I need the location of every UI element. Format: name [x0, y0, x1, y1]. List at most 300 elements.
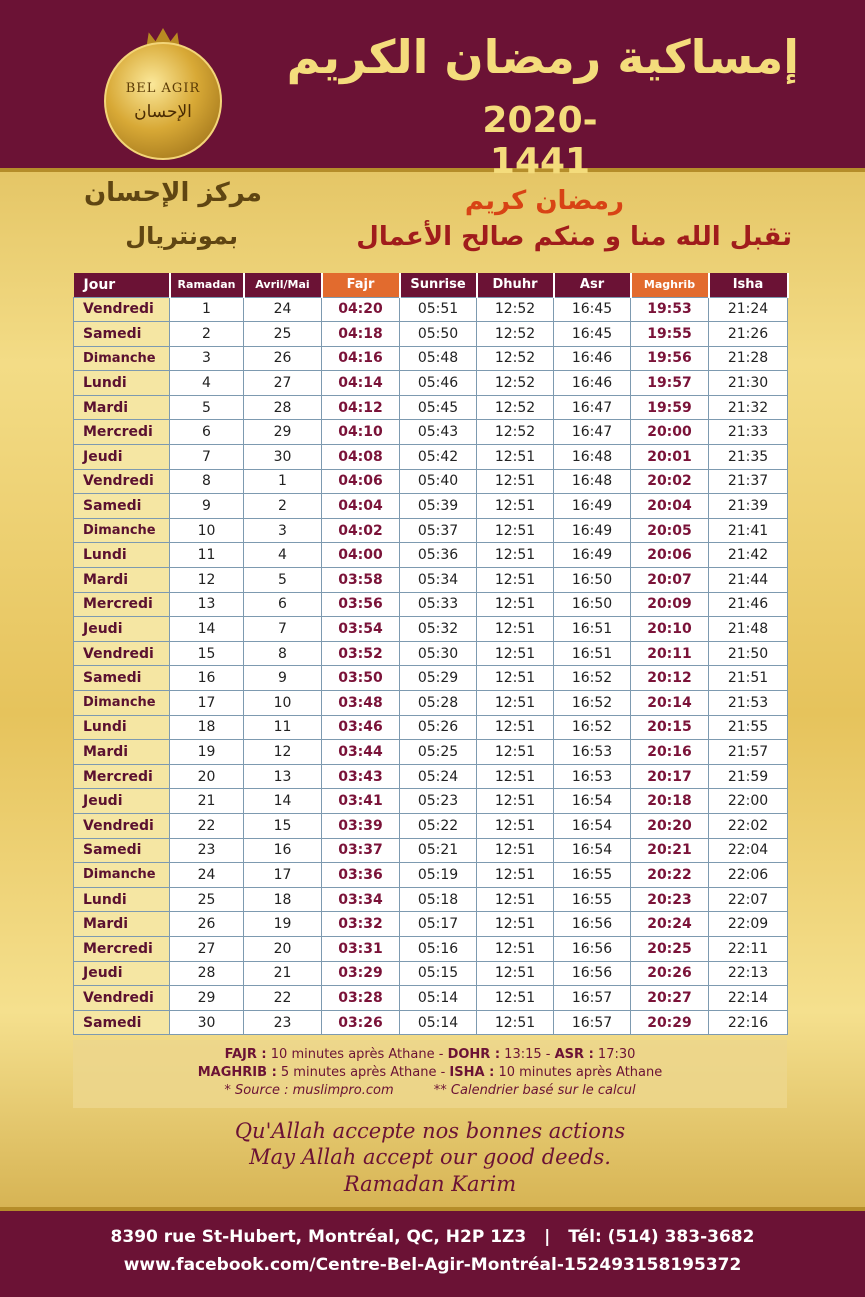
cell-gregorian: 24 — [244, 297, 322, 322]
cell-asr: 16:45 — [554, 322, 631, 347]
table-row — [74, 469, 788, 494]
table-row — [74, 740, 788, 765]
cell-maghrib: 20:10 — [631, 617, 709, 642]
note-dohr-label: DOHR : — [447, 1047, 501, 1062]
cell-dhuhr: 12:51 — [477, 813, 554, 838]
cell-fajr: 03:31 — [322, 936, 400, 961]
table-row — [74, 445, 788, 470]
cell-gregorian: 11 — [244, 715, 322, 740]
cell-gregorian: 28 — [244, 395, 322, 420]
cell-jour: Vendredi — [74, 986, 170, 1011]
cell-asr: 16:49 — [554, 494, 631, 519]
cell-asr: 16:50 — [554, 592, 631, 617]
cell-dhuhr: 12:51 — [477, 986, 554, 1011]
cell-asr: 16:54 — [554, 813, 631, 838]
cell-ramadan: 8 — [170, 469, 244, 494]
col-header-maghrib: Maghrib — [631, 273, 709, 297]
cell-jour: Jeudi — [74, 961, 170, 986]
cell-ramadan: 18 — [170, 715, 244, 740]
center-name: مركز الإحسان — [83, 178, 262, 208]
cell-maghrib: 20:18 — [631, 789, 709, 814]
cell-maghrib: 20:12 — [631, 666, 709, 691]
cell-gregorian: 29 — [244, 420, 322, 445]
footer-contact-line — [0, 1223, 865, 1251]
cell-gregorian: 20 — [244, 936, 322, 961]
cell-isha: 21:50 — [709, 641, 788, 666]
cell-ramadan: 1 — [170, 297, 244, 322]
table-row — [74, 887, 788, 912]
cell-dhuhr: 12:51 — [477, 961, 554, 986]
cell-gregorian: 25 — [244, 322, 322, 347]
cell-isha: 21:48 — [709, 617, 788, 642]
cell-maghrib: 20:15 — [631, 715, 709, 740]
table-row — [74, 863, 788, 888]
cell-jour: Lundi — [74, 543, 170, 568]
note-calc: ** Calendrier basé sur le calcul — [433, 1083, 636, 1098]
cell-jour: Jeudi — [74, 617, 170, 642]
cell-fajr: 04:04 — [322, 494, 400, 519]
cell-sunrise: 05:48 — [400, 346, 477, 371]
cell-gregorian: 30 — [244, 445, 322, 470]
table-row — [74, 641, 788, 666]
table-row — [74, 592, 788, 617]
cell-dhuhr: 12:52 — [477, 371, 554, 396]
cell-gregorian: 27 — [244, 371, 322, 396]
table-row — [74, 371, 788, 396]
cell-fajr: 03:36 — [322, 863, 400, 888]
cell-gregorian: 4 — [244, 543, 322, 568]
center-logo — [104, 42, 222, 160]
col-header-avril-mai: Avril/Mai — [244, 273, 322, 297]
cell-isha: 22:00 — [709, 789, 788, 814]
cell-asr: 16:50 — [554, 568, 631, 593]
cell-dhuhr: 12:52 — [477, 346, 554, 371]
cell-fajr: 03:41 — [322, 789, 400, 814]
cell-isha: 21:39 — [709, 494, 788, 519]
cell-jour: Mardi — [74, 568, 170, 593]
cell-maghrib: 20:05 — [631, 518, 709, 543]
cell-dhuhr: 12:51 — [477, 617, 554, 642]
cell-maghrib: 20:24 — [631, 912, 709, 937]
cell-dhuhr: 12:51 — [477, 838, 554, 863]
cell-sunrise: 05:21 — [400, 838, 477, 863]
cell-jour: Samedi — [74, 494, 170, 519]
cell-fajr: 03:34 — [322, 887, 400, 912]
cell-dhuhr: 12:51 — [477, 445, 554, 470]
cell-isha: 21:35 — [709, 445, 788, 470]
cell-dhuhr: 12:51 — [477, 666, 554, 691]
cell-gregorian: 18 — [244, 887, 322, 912]
notes-line-2 — [73, 1064, 787, 1082]
footer-separator: | — [544, 1227, 551, 1247]
year-label: 2020-1441 — [482, 100, 598, 182]
cell-isha: 21:41 — [709, 518, 788, 543]
cell-fajr: 03:56 — [322, 592, 400, 617]
col-header-ramadan: Ramadan — [170, 273, 244, 297]
cell-maghrib: 20:02 — [631, 469, 709, 494]
cell-asr: 16:54 — [554, 789, 631, 814]
cell-fajr: 04:20 — [322, 297, 400, 322]
note-isha-text: 10 minutes après Athane — [498, 1065, 663, 1080]
cell-jour: Dimanche — [74, 346, 170, 371]
header-banner — [0, 0, 865, 182]
col-header-jour: Jour — [74, 273, 170, 297]
cell-fajr: 04:16 — [322, 346, 400, 371]
table-row — [74, 322, 788, 347]
cell-sunrise: 05:46 — [400, 371, 477, 396]
table-row — [74, 1010, 788, 1035]
cell-dhuhr: 12:51 — [477, 764, 554, 789]
cell-dhuhr: 12:52 — [477, 395, 554, 420]
cell-asr: 16:48 — [554, 469, 631, 494]
cell-ramadan: 26 — [170, 912, 244, 937]
cell-ramadan: 6 — [170, 420, 244, 445]
cell-jour: Lundi — [74, 887, 170, 912]
logo-text-top: BEL AGIR — [125, 80, 201, 96]
cell-isha: 21:59 — [709, 764, 788, 789]
cell-sunrise: 05:18 — [400, 887, 477, 912]
cell-sunrise: 05:32 — [400, 617, 477, 642]
cell-dhuhr: 12:51 — [477, 936, 554, 961]
cell-dhuhr: 12:51 — [477, 887, 554, 912]
cell-ramadan: 28 — [170, 961, 244, 986]
cell-asr: 16:51 — [554, 617, 631, 642]
table-row — [74, 912, 788, 937]
table-row — [74, 838, 788, 863]
notes-line-1 — [73, 1046, 787, 1064]
cell-ramadan: 29 — [170, 986, 244, 1011]
cell-gregorian: 23 — [244, 1010, 322, 1035]
cell-isha: 21:51 — [709, 666, 788, 691]
cell-isha: 21:44 — [709, 568, 788, 593]
cell-asr: 16:56 — [554, 961, 631, 986]
cell-asr: 16:51 — [554, 641, 631, 666]
cell-isha: 22:06 — [709, 863, 788, 888]
cell-sunrise: 05:14 — [400, 986, 477, 1011]
cell-asr: 16:55 — [554, 887, 631, 912]
cell-maghrib: 20:11 — [631, 641, 709, 666]
cell-gregorian: 5 — [244, 568, 322, 593]
table-row — [74, 518, 788, 543]
cell-fajr: 03:52 — [322, 641, 400, 666]
cell-ramadan: 23 — [170, 838, 244, 863]
cell-asr: 16:56 — [554, 936, 631, 961]
cell-isha: 21:55 — [709, 715, 788, 740]
cell-isha: 22:13 — [709, 961, 788, 986]
cell-dhuhr: 12:51 — [477, 1010, 554, 1035]
cell-ramadan: 12 — [170, 568, 244, 593]
cell-gregorian: 6 — [244, 592, 322, 617]
table-row — [74, 494, 788, 519]
cell-fajr: 04:08 — [322, 445, 400, 470]
cell-sunrise: 05:30 — [400, 641, 477, 666]
cell-jour: Dimanche — [74, 863, 170, 888]
cell-dhuhr: 12:51 — [477, 592, 554, 617]
cell-gregorian: 3 — [244, 518, 322, 543]
cell-gregorian: 13 — [244, 764, 322, 789]
cell-fajr: 03:28 — [322, 986, 400, 1011]
cell-asr: 16:52 — [554, 691, 631, 716]
cell-ramadan: 9 — [170, 494, 244, 519]
cell-sunrise: 05:28 — [400, 691, 477, 716]
cell-isha: 21:30 — [709, 371, 788, 396]
footer-phone: Tél: (514) 383-3682 — [568, 1227, 755, 1247]
cell-sunrise: 05:33 — [400, 592, 477, 617]
cell-maghrib: 20:16 — [631, 740, 709, 765]
cell-asr: 16:49 — [554, 518, 631, 543]
wish-line-ramadan: Ramadan Karim — [343, 1172, 517, 1196]
cell-asr: 16:55 — [554, 863, 631, 888]
cell-maghrib: 20:27 — [631, 986, 709, 1011]
cell-sunrise: 05:16 — [400, 936, 477, 961]
note-asr-label: ASR : — [554, 1047, 594, 1062]
note-dohr-text: 13:15 - — [504, 1047, 551, 1062]
cell-fajr: 04:06 — [322, 469, 400, 494]
prayer-times-table — [73, 273, 787, 1035]
table-row — [74, 395, 788, 420]
cell-maghrib: 19:55 — [631, 322, 709, 347]
cell-jour: Mercredi — [74, 592, 170, 617]
cell-maghrib: 19:53 — [631, 297, 709, 322]
note-maghrib-label: MAGHRIB : — [197, 1065, 277, 1080]
cell-jour: Jeudi — [74, 789, 170, 814]
cell-ramadan: 25 — [170, 887, 244, 912]
cell-maghrib: 20:20 — [631, 813, 709, 838]
cell-maghrib: 19:57 — [631, 371, 709, 396]
cell-ramadan: 5 — [170, 395, 244, 420]
cell-maghrib: 20:09 — [631, 592, 709, 617]
cell-dhuhr: 12:52 — [477, 297, 554, 322]
col-header-isha: Isha — [709, 273, 788, 297]
cell-dhuhr: 12:51 — [477, 518, 554, 543]
cell-dhuhr: 12:51 — [477, 494, 554, 519]
cell-gregorian: 8 — [244, 641, 322, 666]
cell-sunrise: 05:24 — [400, 764, 477, 789]
cell-jour: Mardi — [74, 395, 170, 420]
cell-isha: 22:11 — [709, 936, 788, 961]
cell-jour: Dimanche — [74, 518, 170, 543]
cell-gregorian: 2 — [244, 494, 322, 519]
col-header-fajr: Fajr — [322, 273, 400, 297]
cell-sunrise: 05:40 — [400, 469, 477, 494]
cell-maghrib: 20:17 — [631, 764, 709, 789]
cell-dhuhr: 12:51 — [477, 789, 554, 814]
cell-sunrise: 05:19 — [400, 863, 477, 888]
cell-maghrib: 19:56 — [631, 346, 709, 371]
cell-ramadan: 30 — [170, 1010, 244, 1035]
cell-jour: Mercredi — [74, 764, 170, 789]
notes-box — [73, 1040, 787, 1108]
cell-fajr: 03:54 — [322, 617, 400, 642]
cell-dhuhr: 12:51 — [477, 740, 554, 765]
cell-gregorian: 21 — [244, 961, 322, 986]
cell-ramadan: 11 — [170, 543, 244, 568]
note-fajr-label: FAJR : — [224, 1047, 267, 1062]
cell-ramadan: 17 — [170, 691, 244, 716]
cell-isha: 21:42 — [709, 543, 788, 568]
table-row — [74, 568, 788, 593]
cell-dhuhr: 12:52 — [477, 322, 554, 347]
cell-isha: 22:09 — [709, 912, 788, 937]
cell-asr: 16:47 — [554, 395, 631, 420]
cell-sunrise: 05:50 — [400, 322, 477, 347]
cell-fajr: 04:18 — [322, 322, 400, 347]
page-title: إمساكية رمضان الكريم — [286, 30, 799, 84]
cell-isha: 22:16 — [709, 1010, 788, 1035]
cell-fajr: 04:00 — [322, 543, 400, 568]
col-header-asr: Asr — [554, 273, 631, 297]
cell-sunrise: 05:14 — [400, 1010, 477, 1035]
cell-sunrise: 05:39 — [400, 494, 477, 519]
cell-fajr: 04:10 — [322, 420, 400, 445]
cell-isha: 21:53 — [709, 691, 788, 716]
cell-sunrise: 05:23 — [400, 789, 477, 814]
note-fajr-text: 10 minutes après Athane - — [270, 1047, 444, 1062]
cell-sunrise: 05:37 — [400, 518, 477, 543]
cell-dhuhr: 12:51 — [477, 863, 554, 888]
table-row — [74, 986, 788, 1011]
cell-maghrib: 20:22 — [631, 863, 709, 888]
cell-ramadan: 2 — [170, 322, 244, 347]
cell-dhuhr: 12:51 — [477, 568, 554, 593]
cell-isha: 21:24 — [709, 297, 788, 322]
cell-fajr: 03:44 — [322, 740, 400, 765]
table-row — [74, 420, 788, 445]
cell-ramadan: 13 — [170, 592, 244, 617]
table-row — [74, 961, 788, 986]
col-header-dhuhr: Dhuhr — [477, 273, 554, 297]
cell-gregorian: 17 — [244, 863, 322, 888]
cell-isha: 21:28 — [709, 346, 788, 371]
table-row — [74, 691, 788, 716]
cell-jour: Samedi — [74, 1010, 170, 1035]
cell-isha: 21:33 — [709, 420, 788, 445]
cell-gregorian: 15 — [244, 813, 322, 838]
table-row — [74, 715, 788, 740]
wish-line-fr: Qu'Allah accepte nos bonnes actions — [234, 1119, 626, 1143]
cell-ramadan: 4 — [170, 371, 244, 396]
cell-dhuhr: 12:51 — [477, 469, 554, 494]
cell-gregorian: 22 — [244, 986, 322, 1011]
cell-dhuhr: 12:51 — [477, 543, 554, 568]
cell-fajr: 03:48 — [322, 691, 400, 716]
cell-gregorian: 16 — [244, 838, 322, 863]
cell-dhuhr: 12:51 — [477, 912, 554, 937]
cell-gregorian: 9 — [244, 666, 322, 691]
cell-ramadan: 21 — [170, 789, 244, 814]
cell-ramadan: 20 — [170, 764, 244, 789]
cell-isha: 21:26 — [709, 322, 788, 347]
cell-jour: Vendredi — [74, 297, 170, 322]
cell-sunrise: 05:25 — [400, 740, 477, 765]
cell-isha: 21:37 — [709, 469, 788, 494]
cell-fajr: 03:37 — [322, 838, 400, 863]
table-row — [74, 789, 788, 814]
cell-sunrise: 05:34 — [400, 568, 477, 593]
cell-sunrise: 05:15 — [400, 961, 477, 986]
cell-fajr: 04:14 — [322, 371, 400, 396]
cell-sunrise: 05:22 — [400, 813, 477, 838]
footer-banner — [0, 1207, 865, 1297]
cell-sunrise: 05:43 — [400, 420, 477, 445]
cell-gregorian: 14 — [244, 789, 322, 814]
cell-asr: 16:52 — [554, 715, 631, 740]
cell-maghrib: 20:01 — [631, 445, 709, 470]
table-row — [74, 666, 788, 691]
cell-gregorian: 1 — [244, 469, 322, 494]
table-row — [74, 617, 788, 642]
cell-ramadan: 7 — [170, 445, 244, 470]
cell-fajr: 04:02 — [322, 518, 400, 543]
cell-jour: Jeudi — [74, 445, 170, 470]
cell-ramadan: 19 — [170, 740, 244, 765]
cell-maghrib: 20:23 — [631, 887, 709, 912]
cell-isha: 21:57 — [709, 740, 788, 765]
cell-maghrib: 20:07 — [631, 568, 709, 593]
cell-sunrise: 05:45 — [400, 395, 477, 420]
cell-fajr: 03:46 — [322, 715, 400, 740]
cell-ramadan: 14 — [170, 617, 244, 642]
greeting-prayer: تقبل الله منا و منكم صالح الأعمال — [356, 222, 792, 252]
cell-jour: Mercredi — [74, 420, 170, 445]
cell-sunrise: 05:29 — [400, 666, 477, 691]
cell-dhuhr: 12:51 — [477, 715, 554, 740]
table-row — [74, 936, 788, 961]
cell-ramadan: 3 — [170, 346, 244, 371]
cell-isha: 22:07 — [709, 887, 788, 912]
cell-asr: 16:47 — [554, 420, 631, 445]
cell-sunrise: 05:17 — [400, 912, 477, 937]
cell-maghrib: 20:00 — [631, 420, 709, 445]
table-row — [74, 346, 788, 371]
note-source: * Source : muslimpro.com — [224, 1083, 394, 1098]
cell-gregorian: 10 — [244, 691, 322, 716]
cell-ramadan: 22 — [170, 813, 244, 838]
cell-asr: 16:54 — [554, 838, 631, 863]
cell-asr: 16:46 — [554, 371, 631, 396]
cell-asr: 16:56 — [554, 912, 631, 937]
cell-isha: 22:02 — [709, 813, 788, 838]
cell-jour: Lundi — [74, 371, 170, 396]
cell-jour: Vendredi — [74, 641, 170, 666]
table-row — [74, 813, 788, 838]
cell-isha: 21:32 — [709, 395, 788, 420]
cell-fajr: 03:32 — [322, 912, 400, 937]
col-header-sunrise: Sunrise — [400, 273, 477, 297]
cell-fajr: 03:26 — [322, 1010, 400, 1035]
cell-gregorian: 19 — [244, 912, 322, 937]
footer-facebook[interactable]: www.facebook.com/Centre-Bel-Agir-Montréal-152493158195372 — [123, 1255, 742, 1275]
cell-asr: 16:48 — [554, 445, 631, 470]
cell-gregorian: 26 — [244, 346, 322, 371]
cell-sunrise: 05:42 — [400, 445, 477, 470]
cell-jour: Vendredi — [74, 813, 170, 838]
cell-asr: 16:52 — [554, 666, 631, 691]
cell-maghrib: 20:25 — [631, 936, 709, 961]
cell-maghrib: 19:59 — [631, 395, 709, 420]
cell-gregorian: 12 — [244, 740, 322, 765]
cell-maghrib: 20:29 — [631, 1010, 709, 1035]
cell-fajr: 03:58 — [322, 568, 400, 593]
note-asr-text: 17:30 — [597, 1047, 636, 1062]
wish-line-en: May Allah accept our good deeds. — [249, 1145, 611, 1169]
cell-jour: Mardi — [74, 740, 170, 765]
cell-maghrib: 20:21 — [631, 838, 709, 863]
cell-jour: Samedi — [74, 838, 170, 863]
logo-text-bottom: الإحسان — [134, 101, 192, 122]
cell-maghrib: 20:14 — [631, 691, 709, 716]
cell-asr: 16:57 — [554, 1010, 631, 1035]
